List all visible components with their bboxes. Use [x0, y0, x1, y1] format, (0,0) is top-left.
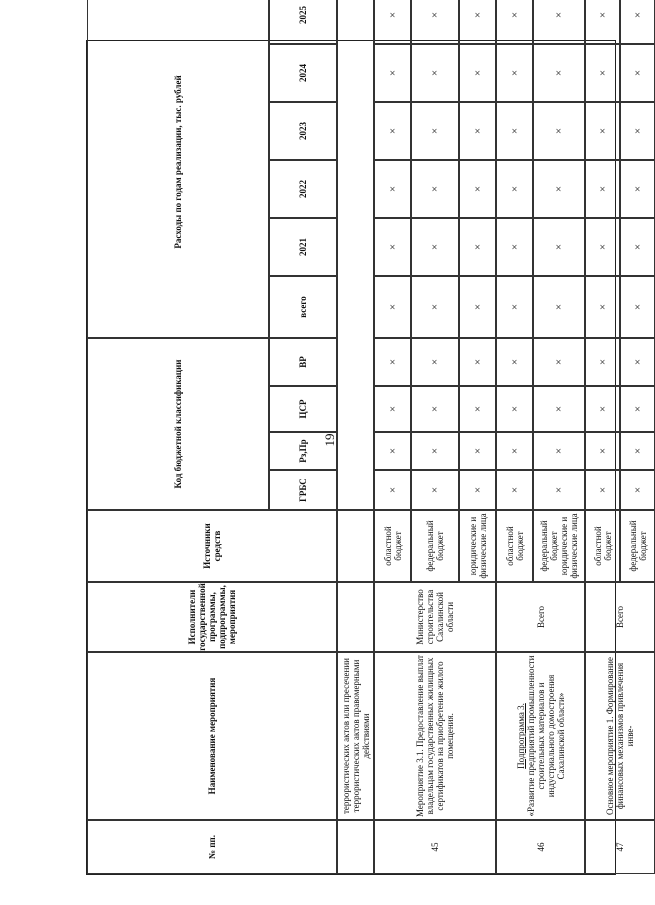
mark-cell: ×: [411, 338, 459, 386]
mark-cell: ×: [533, 102, 585, 160]
row-45-name: Мероприятие 3.1. Предоставление выплат владельцам государственных жилищных сертификатов на приобретение жилого помещения.: [374, 652, 496, 820]
mark-cell: ×: [411, 432, 459, 470]
row-46-source-1: областной бюджет: [496, 510, 533, 582]
budget-table: [86, 6, 648, 875]
mark-cell: ×: [585, 44, 620, 102]
mark-cell: ×: [496, 386, 533, 432]
cont-name: террористических актов или пресечении террористических актов правомерными действиями: [337, 652, 374, 820]
mark-cell: ×: [496, 276, 533, 338]
mark-cell: ×: [374, 44, 411, 102]
mark-cell: ×: [533, 0, 585, 44]
row-46-name: «Развитие предприятий промышленности строительных материалов и индустриального домостроения Сахалинской области»: [525, 655, 566, 817]
header-vr: ВР: [269, 338, 337, 386]
header-2024: 2024: [269, 44, 337, 102]
mark-cell: ×: [496, 338, 533, 386]
mark-cell: ×: [374, 338, 411, 386]
row-47-name: Основное мероприятие 1. Формирование финансовых механизмов привлечения инве-: [585, 652, 655, 820]
mark-cell: ×: [585, 386, 620, 432]
mark-cell: ×: [374, 160, 411, 218]
mark-cell: ×: [374, 386, 411, 432]
mark-cell: ×: [411, 218, 459, 276]
mark-cell: ×: [459, 44, 496, 102]
mark-cell: ×: [411, 470, 459, 510]
mark-cell: ×: [459, 386, 496, 432]
mark-cell: ×: [533, 276, 585, 338]
cont-exec: [337, 582, 374, 652]
mark-cell: ×: [620, 160, 655, 218]
mark-cell: ×: [620, 386, 655, 432]
header-2022: 2022: [269, 160, 337, 218]
mark-cell: ×: [585, 218, 620, 276]
row-45-source-2: федеральный бюджет: [411, 510, 459, 582]
mark-cell: ×: [620, 470, 655, 510]
mark-cell: ×: [620, 432, 655, 470]
row-45-source-1: областной бюджет: [374, 510, 411, 582]
mark-cell: ×: [533, 160, 585, 218]
row-46-name-title: Подпрограмма 3.: [515, 703, 526, 769]
cont-num: [337, 820, 374, 874]
header-grbs: ГРБС: [269, 470, 337, 510]
mark-cell: ×: [496, 102, 533, 160]
page-number: 19: [322, 433, 337, 447]
mark-cell: ×: [411, 102, 459, 160]
header-rzpr: Рз,Пр: [269, 432, 337, 470]
header-num: № пп.: [87, 820, 337, 874]
row-45-source-3: юридические и физические лица: [459, 510, 496, 582]
mark-cell: ×: [585, 470, 620, 510]
mark-cell: ×: [620, 102, 655, 160]
mark-cell: ×: [459, 102, 496, 160]
mark-cell: ×: [411, 0, 459, 44]
mark-cell: ×: [533, 338, 585, 386]
mark-cell: ×: [533, 44, 585, 102]
mark-cell: ×: [620, 218, 655, 276]
header-2025: 2025: [269, 0, 337, 44]
mark-cell: ×: [374, 102, 411, 160]
header-kbk: Код бюджетной классификации: [87, 338, 269, 510]
mark-cell: ×: [459, 470, 496, 510]
mark-cell: ×: [459, 160, 496, 218]
mark-cell: ×: [496, 44, 533, 102]
mark-cell: ×: [620, 338, 655, 386]
row-46-num: 46: [496, 820, 585, 874]
cont-src: [337, 510, 374, 582]
row-47-source-1: областной бюджет: [585, 510, 620, 582]
mark-cell: ×: [459, 218, 496, 276]
mark-cell: ×: [374, 432, 411, 470]
mark-cell: ×: [620, 44, 655, 102]
header-costs: Расходы по годам реализации, тыс. рублей: [87, 0, 269, 338]
mark-cell: ×: [459, 338, 496, 386]
mark-cell: ×: [533, 432, 585, 470]
header-sources: Источники средств: [87, 510, 337, 582]
row-45-num: 45: [374, 820, 496, 874]
mark-cell: ×: [620, 0, 655, 44]
mark-cell: ×: [496, 470, 533, 510]
mark-cell: ×: [411, 276, 459, 338]
row-45-executor: Министерство строительства Сахалинской области: [374, 582, 496, 652]
row-47-num: 47: [585, 820, 655, 874]
mark-cell: ×: [411, 160, 459, 218]
cont-values: [337, 0, 374, 510]
mark-cell: ×: [459, 0, 496, 44]
row-46-executor: Всего: [496, 582, 585, 652]
mark-cell: ×: [496, 160, 533, 218]
mark-cell: ×: [585, 432, 620, 470]
mark-cell: ×: [533, 218, 585, 276]
header-2023: 2023: [269, 102, 337, 160]
mark-cell: ×: [459, 276, 496, 338]
mark-cell: ×: [585, 276, 620, 338]
mark-cell: ×: [411, 386, 459, 432]
row-46-source-2-3: [533, 510, 585, 582]
row-47-source-2: федеральный бюджет: [620, 510, 655, 582]
row-46-source-3: юридические и физические лица: [559, 513, 579, 579]
mark-cell: ×: [374, 0, 411, 44]
mark-cell: ×: [374, 276, 411, 338]
header-2021: 2021: [269, 218, 337, 276]
mark-cell: ×: [585, 160, 620, 218]
row-46-source-2: федеральный бюджет: [539, 520, 559, 572]
mark-cell: ×: [533, 386, 585, 432]
mark-cell: ×: [496, 0, 533, 44]
header-csr: ЦСР: [269, 386, 337, 432]
header-executor: Исполнители государственной программы, подпрограммы, мероприятия: [87, 582, 337, 652]
mark-cell: ×: [585, 0, 620, 44]
mark-cell: ×: [411, 44, 459, 102]
mark-cell: ×: [585, 338, 620, 386]
mark-cell: ×: [496, 218, 533, 276]
mark-cell: ×: [496, 432, 533, 470]
row-46-name-cell: [496, 652, 585, 820]
row-47-executor: Всего: [585, 582, 655, 652]
header-name: Наименование мероприятия: [87, 652, 337, 820]
mark-cell: ×: [459, 432, 496, 470]
mark-cell: ×: [620, 276, 655, 338]
mark-cell: ×: [374, 470, 411, 510]
mark-cell: ×: [533, 470, 585, 510]
header-total: всего: [269, 276, 337, 338]
mark-cell: ×: [585, 102, 620, 160]
mark-cell: ×: [374, 218, 411, 276]
